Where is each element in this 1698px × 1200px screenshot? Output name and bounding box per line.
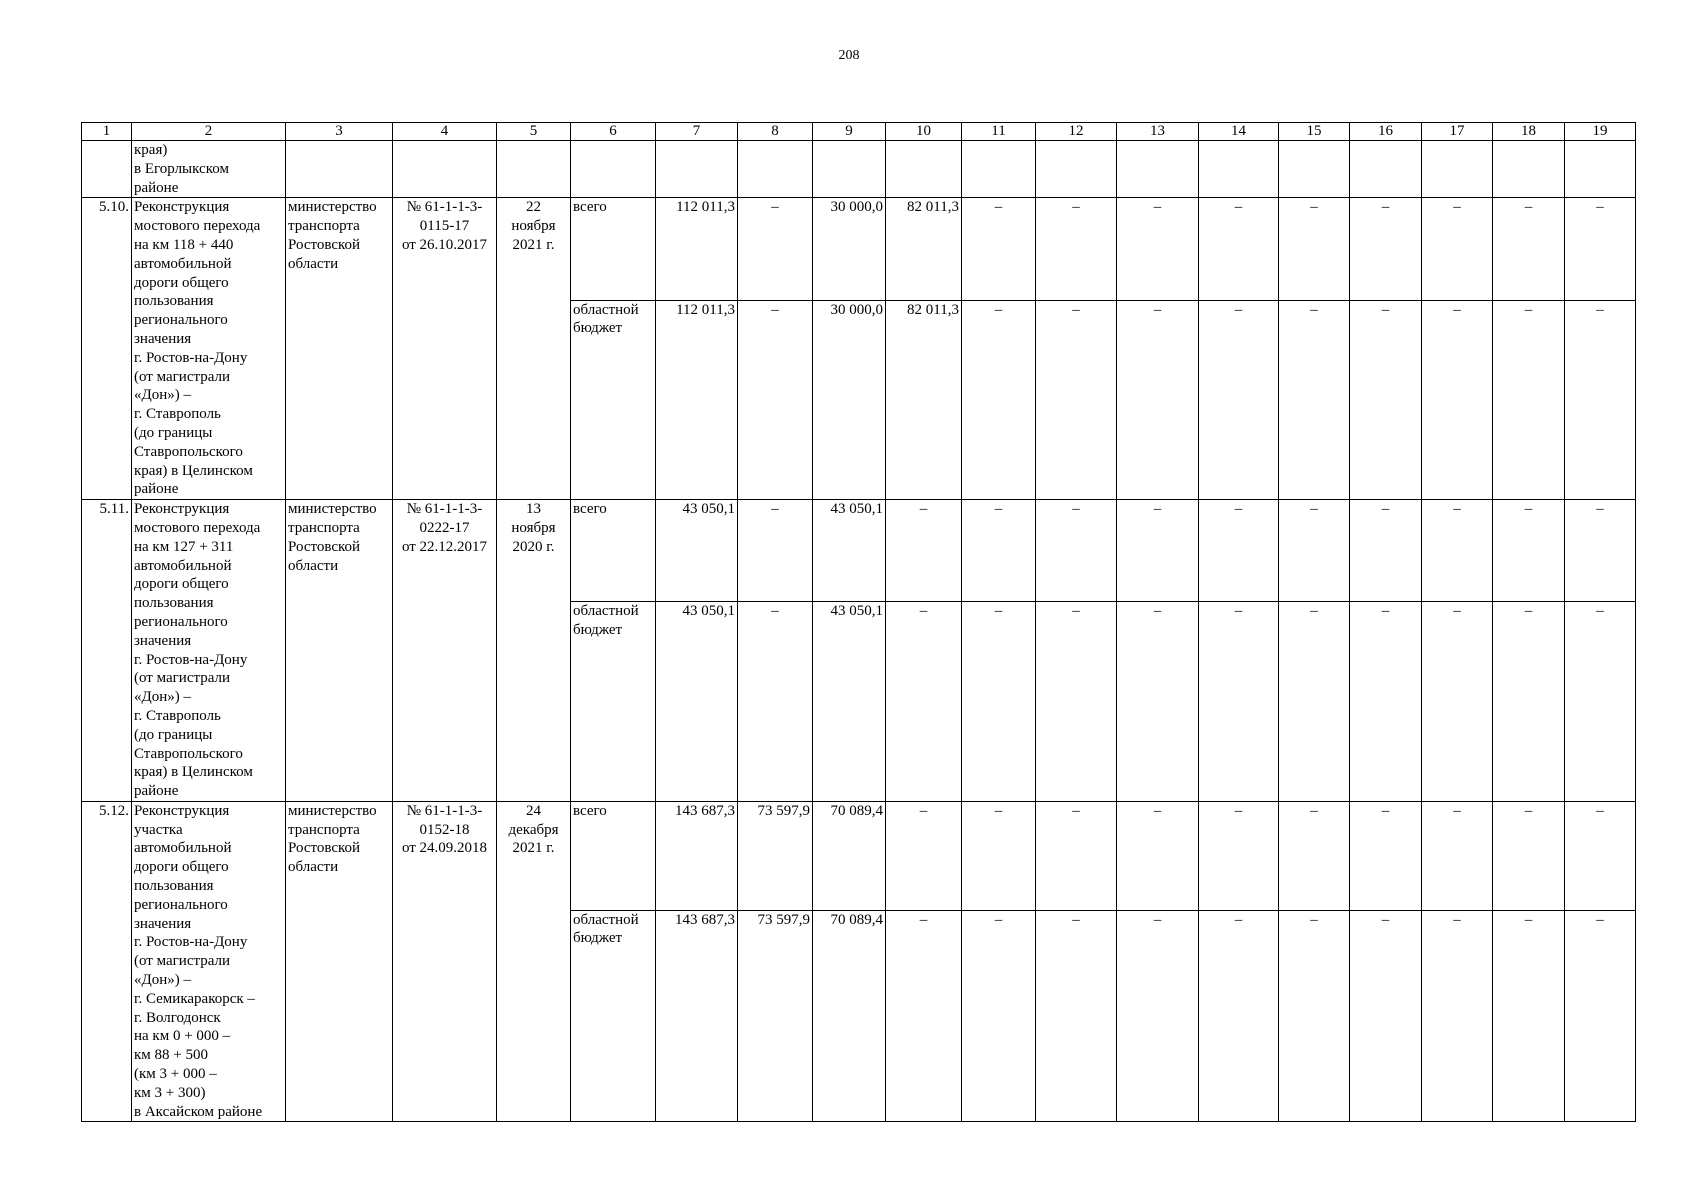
amount-cell: 82 011,3: [886, 300, 962, 499]
amount-cell: –: [1350, 602, 1422, 801]
amount-cell: –: [1279, 602, 1350, 801]
amount-cell: –: [1199, 198, 1279, 300]
amount-cell: –: [738, 198, 813, 300]
object-name-cell: края) в Егорлыкском районе: [132, 141, 286, 198]
column-number-cell: 12: [1036, 123, 1117, 141]
amount-cell: 30 000,0: [813, 198, 886, 300]
amount-cell: –: [1199, 300, 1279, 499]
amount-cell: –: [1565, 300, 1636, 499]
amount-cell: 43 050,1: [656, 500, 738, 602]
column-number-cell: 5: [497, 123, 571, 141]
amount-cell: 43 050,1: [813, 602, 886, 801]
amount-cell: 73 597,9: [738, 910, 813, 1122]
expertise-cell: № 61-1-1-3- 0152-18 от 24.09.2018: [393, 801, 497, 1122]
expertise-cell: № 61-1-1-3- 0115-17 от 26.10.2017: [393, 198, 497, 500]
column-number-cell: 13: [1117, 123, 1199, 141]
amount-cell: –: [1199, 500, 1279, 602]
amount-cell: –: [962, 198, 1036, 300]
empty-cell: [962, 141, 1036, 198]
amount-cell: 30 000,0: [813, 300, 886, 499]
amount-cell: –: [1422, 500, 1493, 602]
amount-cell: –: [962, 910, 1036, 1122]
amount-cell: –: [1350, 910, 1422, 1122]
amount-cell: –: [1279, 500, 1350, 602]
column-number-row: [82, 123, 1636, 141]
amount-cell: –: [1117, 602, 1199, 801]
column-number-cell: 8: [738, 123, 813, 141]
object-name-cell: Реконструкция мостового перехода на км 118 + 440 автомобильной дороги общего пользования регионального значения г. Ростов-на-Дону (от магистрали «Дон») – г. Ставрополь (до границы Ставропольского края) в Целинском районе: [132, 198, 286, 500]
amount-cell: –: [1350, 198, 1422, 300]
deadline-cell: 13 ноября 2020 г.: [497, 500, 571, 802]
amount-cell: –: [1279, 801, 1350, 910]
customer-cell: министерство транспорта Ростовской области: [286, 500, 393, 802]
amount-cell: –: [962, 602, 1036, 801]
row-number-cell: 5.10.: [82, 198, 132, 500]
column-number-cell: 3: [286, 123, 393, 141]
amount-cell: –: [1036, 300, 1117, 499]
amount-cell: –: [738, 300, 813, 499]
financing-table: [81, 122, 1636, 1122]
amount-cell: –: [1565, 910, 1636, 1122]
column-number-cell: 14: [1199, 123, 1279, 141]
column-number-cell: 17: [1422, 123, 1493, 141]
empty-cell: [813, 141, 886, 198]
empty-cell: [1117, 141, 1199, 198]
column-number-cell: 16: [1350, 123, 1422, 141]
amount-cell: –: [1565, 500, 1636, 602]
amount-cell: –: [1036, 500, 1117, 602]
column-number-cell: 10: [886, 123, 962, 141]
empty-cell: [1422, 141, 1493, 198]
amount-cell: –: [1279, 198, 1350, 300]
column-number-cell: 7: [656, 123, 738, 141]
empty-cell: [886, 141, 962, 198]
amount-cell: –: [1350, 500, 1422, 602]
amount-cell: –: [1493, 801, 1565, 910]
empty-cell: [1350, 141, 1422, 198]
amount-cell: –: [1117, 198, 1199, 300]
amount-cell: 43 050,1: [656, 602, 738, 801]
amount-cell: 112 011,3: [656, 300, 738, 499]
column-number-cell: 15: [1279, 123, 1350, 141]
funding-source-cell: всего: [571, 198, 656, 300]
expertise-cell: № 61-1-1-3- 0222-17 от 22.12.2017: [393, 500, 497, 802]
amount-cell: 70 089,4: [813, 910, 886, 1122]
customer-cell: министерство транспорта Ростовской области: [286, 801, 393, 1122]
amount-cell: –: [886, 801, 962, 910]
column-number-cell: 1: [82, 123, 132, 141]
amount-cell: –: [1117, 300, 1199, 499]
amount-cell: –: [1350, 801, 1422, 910]
amount-cell: –: [1036, 198, 1117, 300]
deadline-cell: 24 декабря 2021 г.: [497, 801, 571, 1122]
amount-cell: –: [1493, 198, 1565, 300]
amount-cell: –: [1117, 500, 1199, 602]
amount-cell: –: [1493, 500, 1565, 602]
amount-cell: –: [1036, 910, 1117, 1122]
table-row: [82, 801, 1636, 910]
continuation-row: [82, 141, 1636, 198]
amount-cell: –: [1422, 910, 1493, 1122]
empty-cell: [1036, 141, 1117, 198]
empty-cell: [286, 141, 393, 198]
amount-cell: –: [1565, 801, 1636, 910]
empty-cell: [738, 141, 813, 198]
funding-source-cell: областной бюджет: [571, 300, 656, 499]
amount-cell: –: [1493, 602, 1565, 801]
amount-cell: –: [886, 910, 962, 1122]
amount-cell: 73 597,9: [738, 801, 813, 910]
amount-cell: –: [886, 602, 962, 801]
amount-cell: –: [1350, 300, 1422, 499]
page-number: 208: [838, 48, 860, 63]
empty-cell: [497, 141, 571, 198]
amount-cell: –: [1117, 801, 1199, 910]
amount-cell: –: [1565, 198, 1636, 300]
empty-cell: [1493, 141, 1565, 198]
empty-cell: [1199, 141, 1279, 198]
amount-cell: –: [1279, 300, 1350, 499]
amount-cell: –: [1279, 910, 1350, 1122]
column-number-cell: 6: [571, 123, 656, 141]
amount-cell: –: [1036, 602, 1117, 801]
empty-cell: [656, 141, 738, 198]
row-number-cell: [82, 141, 132, 198]
amount-cell: 43 050,1: [813, 500, 886, 602]
row-number-cell: 5.11.: [82, 500, 132, 802]
amount-cell: 82 011,3: [886, 198, 962, 300]
column-number-cell: 18: [1493, 123, 1565, 141]
amount-cell: –: [1493, 910, 1565, 1122]
amount-cell: –: [962, 500, 1036, 602]
amount-cell: 112 011,3: [656, 198, 738, 300]
empty-cell: [1279, 141, 1350, 198]
amount-cell: –: [738, 602, 813, 801]
amount-cell: 70 089,4: [813, 801, 886, 910]
amount-cell: 143 687,3: [656, 910, 738, 1122]
amount-cell: –: [1036, 801, 1117, 910]
funding-source-cell: областной бюджет: [571, 910, 656, 1122]
column-number-cell: 4: [393, 123, 497, 141]
column-number-cell: 19: [1565, 123, 1636, 141]
empty-cell: [571, 141, 656, 198]
amount-cell: –: [886, 500, 962, 602]
amount-cell: –: [1117, 910, 1199, 1122]
table-body: [82, 123, 1636, 1122]
deadline-cell: 22 ноября 2021 г.: [497, 198, 571, 500]
customer-cell: министерство транспорта Ростовской области: [286, 198, 393, 500]
amount-cell: –: [738, 500, 813, 602]
object-name-cell: Реконструкция участка автомобильной дороги общего пользования регионального значения г. Ростов-на-Дону (от магистрали «Дон») – г. Семикаракорск – г. Волгодонск на км 0 + 000 – км 88 + 500 (км 3 + 000 – км 3 + 300) в Аксайском районе: [132, 801, 286, 1122]
amount-cell: –: [1565, 602, 1636, 801]
amount-cell: –: [1199, 910, 1279, 1122]
object-name-cell: Реконструкция мостового перехода на км 127 + 311 автомобильной дороги общего пользования регионального значения г. Ростов-на-Дону (от магистрали «Дон») – г. Ставрополь (до границы Ставропольского края) в Целинском районе: [132, 500, 286, 802]
table-row: [82, 198, 1636, 300]
column-number-cell: 9: [813, 123, 886, 141]
amount-cell: –: [962, 300, 1036, 499]
empty-cell: [393, 141, 497, 198]
table-row: [82, 500, 1636, 602]
column-number-cell: 2: [132, 123, 286, 141]
amount-cell: –: [1422, 602, 1493, 801]
empty-cell: [1565, 141, 1636, 198]
funding-source-cell: областной бюджет: [571, 602, 656, 801]
amount-cell: –: [1422, 300, 1493, 499]
amount-cell: –: [1199, 801, 1279, 910]
amount-cell: –: [962, 801, 1036, 910]
amount-cell: –: [1422, 198, 1493, 300]
funding-source-cell: всего: [571, 500, 656, 602]
amount-cell: –: [1493, 300, 1565, 499]
amount-cell: –: [1422, 801, 1493, 910]
column-number-cell: 11: [962, 123, 1036, 141]
amount-cell: 143 687,3: [656, 801, 738, 910]
funding-source-cell: всего: [571, 801, 656, 910]
row-number-cell: 5.12.: [82, 801, 132, 1122]
amount-cell: –: [1199, 602, 1279, 801]
